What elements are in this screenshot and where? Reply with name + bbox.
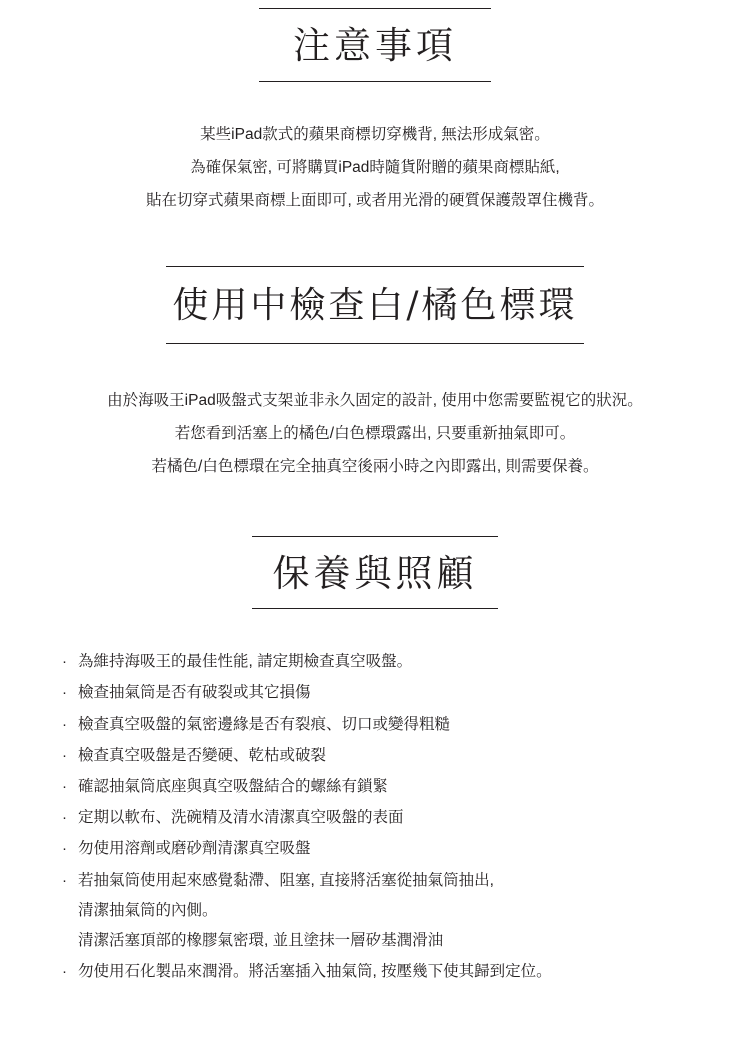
- bullet-icon: ·: [62, 715, 67, 733]
- bullet-icon: ·: [62, 746, 67, 764]
- divider-bottom-notes: [259, 81, 491, 82]
- bullet-icon: ·: [62, 809, 67, 827]
- section-care: [0, 536, 750, 988]
- list-item: [62, 957, 750, 987]
- divider-top-notes: [259, 8, 491, 9]
- check-ring-line-1: 由於海吸王iPad吸盤式支架並非永久固定的設計, 使用中您需要監視它的狀況。: [107, 391, 643, 409]
- divider-top-check-ring: [166, 266, 584, 267]
- divider-bottom-care: [252, 608, 498, 609]
- list-item-label: 勿使用石化製品來潤滑。將活塞插入抽氣筒, 按壓幾下使其歸到定位。: [78, 963, 552, 981]
- list-item-label: 定期以軟布、洗碗精及清水清潔真空吸盤的表面: [78, 809, 404, 827]
- bullet-icon: ·: [62, 684, 67, 702]
- notes-line-1: 某些iPad款式的蘋果商標切穿機背, 無法形成氣密。: [200, 125, 550, 143]
- check-ring-body: [0, 384, 750, 484]
- divider-top-care: [252, 536, 498, 537]
- list-item: [62, 803, 750, 833]
- list-item-label: 為維持海吸王的最佳性能, 請定期檢查真空吸盤。: [78, 653, 413, 671]
- list-item: [62, 647, 750, 677]
- list-item-label: 檢查真空吸盤是否變硬、乾枯或破裂: [78, 746, 327, 764]
- bullet-icon: ·: [62, 653, 67, 671]
- list-item: [62, 678, 750, 708]
- list-item: [62, 834, 750, 864]
- bullet-icon: ·: [62, 871, 67, 889]
- care-list: [0, 647, 750, 987]
- list-item: [62, 866, 750, 957]
- notes-line-2: 為確保氣密, 可將購買iPad時隨貨附贈的蘋果商標貼紙,: [190, 158, 560, 176]
- check-ring-line-2: 若您看到活塞上的橘色/白色標環露出, 只要重新抽氣即可。: [174, 424, 576, 442]
- list-item-continuation: 清潔抽氣筒的內側。: [78, 901, 218, 919]
- list-item: [62, 772, 750, 802]
- section-check-ring: [0, 266, 750, 484]
- section-title-notes: 注意事項: [293, 24, 457, 67]
- notes-body: [0, 118, 750, 218]
- divider-bottom-check-ring: [166, 343, 584, 344]
- list-item: [62, 710, 750, 740]
- section-notes: [0, 0, 750, 218]
- bullet-icon: ·: [62, 778, 67, 796]
- list-item-label: 勿使用溶劑或磨砂劑清潔真空吸盤: [78, 840, 311, 858]
- notes-line-3: 貼在切穿式蘋果商標上面即可, 或者用光滑的硬質保護殼罩住機背。: [145, 192, 605, 210]
- bullet-icon: ·: [62, 840, 67, 858]
- list-item-label: 檢查抽氣筒是否有破裂或其它損傷: [78, 684, 311, 702]
- list-item-label: 若抽氣筒使用起來感覺黏滯、阻塞, 直接將活塞從抽氣筒抽出,: [78, 871, 494, 889]
- bullet-icon: ·: [62, 963, 67, 981]
- section-title-check-ring: 使用中檢查白/橘色標環: [172, 284, 578, 326]
- list-item-label: 確認抽氣筒底座與真空吸盤結合的螺絲有鎖緊: [78, 778, 389, 796]
- list-item: [62, 741, 750, 771]
- check-ring-line-3: 若橘色/白色標環在完全抽真空後兩小時之內即露出, 則需要保養。: [151, 458, 599, 476]
- list-item-continuation: 清潔活塞頂部的橡膠氣密環, 並且塗抹一層矽基潤滑油: [78, 932, 444, 950]
- list-item-label: 檢查真空吸盤的氣密邊緣是否有裂痕、切口或變得粗糙: [78, 715, 451, 733]
- section-title-care: 保養與照顧: [272, 551, 478, 595]
